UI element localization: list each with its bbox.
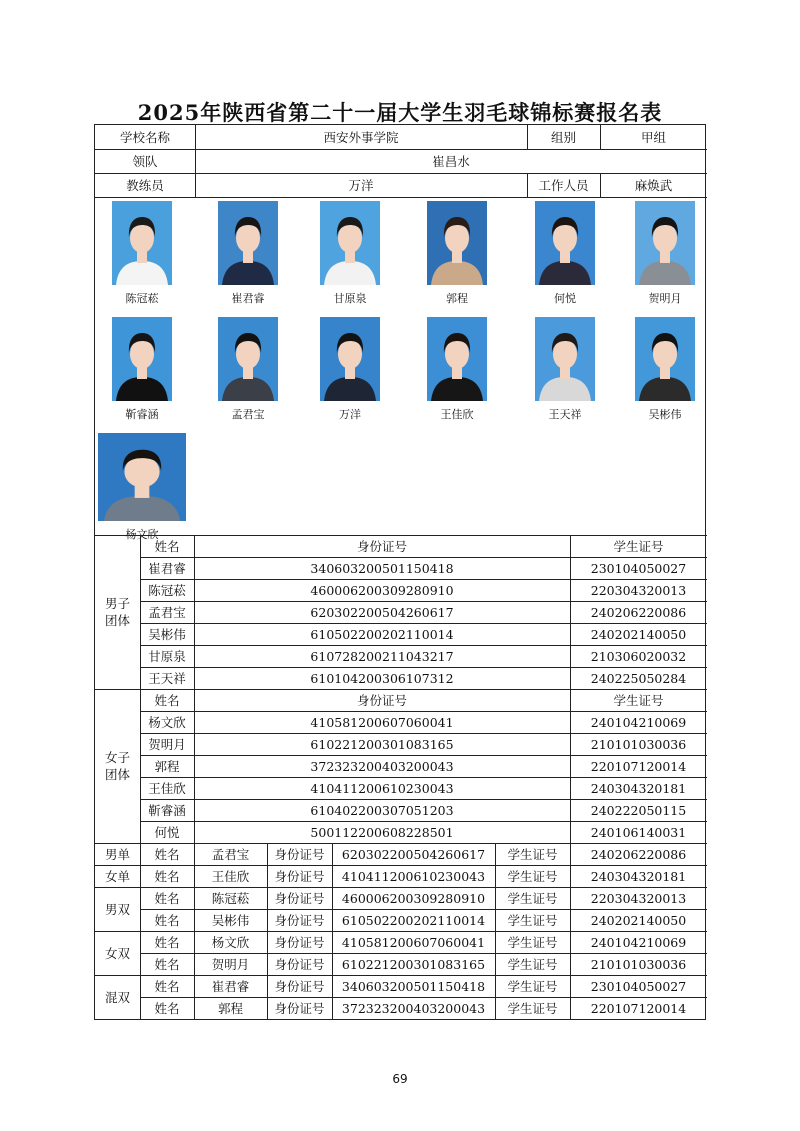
women-team-row-name: 郭程 bbox=[154, 759, 180, 774]
women-team-label-line: 女子 bbox=[104, 750, 130, 765]
event-player-student: 220107120014 bbox=[590, 1000, 687, 1016]
event-player-id: 460006200309280910 bbox=[341, 890, 486, 906]
player-photo-caption: 陈冠菘 bbox=[125, 292, 159, 305]
event-id-label: 身份证号 bbox=[274, 913, 325, 928]
women-team-row-name: 靳睿涵 bbox=[148, 803, 186, 818]
staff-label: 工作人员 bbox=[538, 178, 589, 193]
leader-value: 崔昌水 bbox=[432, 154, 470, 169]
player-photo bbox=[320, 201, 380, 285]
player-photo-caption: 甘原泉 bbox=[333, 292, 367, 305]
event-label: 混双 bbox=[104, 990, 130, 1005]
player-photo-caption: 杨文欣 bbox=[125, 528, 159, 541]
player-photo bbox=[112, 201, 172, 285]
event-player-id: 340603200501150418 bbox=[341, 978, 486, 994]
event-name-label: 姓名 bbox=[154, 891, 180, 906]
event-name-label: 姓名 bbox=[154, 935, 180, 950]
player-photo-caption: 崔君睿 bbox=[231, 292, 265, 305]
women-team-row-student: 240304320181 bbox=[590, 780, 687, 796]
player-photo-caption: 王佳欣 bbox=[440, 408, 474, 421]
page-number: 69 bbox=[392, 1072, 408, 1086]
player-photo-caption: 靳睿涵 bbox=[125, 408, 159, 421]
men-team-label-line: 团体 bbox=[104, 613, 130, 628]
men-team-header-id: 身份证号 bbox=[356, 539, 407, 554]
player-photo-caption: 吴彬伟 bbox=[648, 408, 682, 421]
event-player-student: 230104050027 bbox=[590, 978, 687, 994]
event-student-label: 学生证号 bbox=[507, 891, 558, 906]
page-title: 2025年陕西省第二十一届大学生羽毛球锦标赛报名表 bbox=[137, 100, 663, 125]
women-team-header-name: 姓名 bbox=[154, 693, 180, 708]
event-label: 男双 bbox=[104, 902, 130, 917]
event-id-label: 身份证号 bbox=[274, 979, 325, 994]
men-team-row-name: 孟君宝 bbox=[148, 605, 186, 620]
men-team-row-student: 240225050284 bbox=[590, 670, 687, 686]
event-id-label: 身份证号 bbox=[274, 891, 325, 906]
event-name-label: 姓名 bbox=[154, 913, 180, 928]
men-team-row-student: 240202140050 bbox=[590, 626, 687, 642]
men-team-row-id: 610502200202110014 bbox=[310, 626, 454, 642]
event-player-id: 410411200610230043 bbox=[341, 868, 486, 884]
player-photo-caption: 王天祥 bbox=[548, 408, 582, 421]
registration-form-table bbox=[94, 124, 706, 1020]
player-photo bbox=[535, 317, 595, 401]
women-team-row-student: 240104210069 bbox=[590, 714, 687, 730]
event-player-student: 240206220086 bbox=[590, 846, 687, 862]
women-team-header-student: 学生证号 bbox=[613, 693, 664, 708]
men-team-row-name: 吴彬伟 bbox=[148, 627, 186, 642]
women-team-label bbox=[95, 689, 140, 843]
player-photo bbox=[427, 201, 487, 285]
event-player-id: 610221200301083165 bbox=[341, 956, 486, 972]
event-player-student: 240202140050 bbox=[590, 912, 687, 928]
event-student-label: 学生证号 bbox=[507, 979, 558, 994]
event-label: 男单 bbox=[104, 847, 130, 862]
table-rule-vertical bbox=[600, 125, 601, 149]
player-photo bbox=[112, 317, 172, 401]
event-label: 女双 bbox=[104, 946, 130, 961]
event-id-label: 身份证号 bbox=[274, 847, 325, 862]
coach-value: 万洋 bbox=[348, 178, 374, 193]
player-photo-caption: 何悦 bbox=[554, 292, 576, 305]
event-name-label: 姓名 bbox=[154, 869, 180, 884]
event-player-student: 220304320013 bbox=[590, 890, 687, 906]
men-team-row-name: 甘原泉 bbox=[148, 649, 186, 664]
men-team-row-name: 陈冠菘 bbox=[148, 583, 186, 598]
men-team-header-name: 姓名 bbox=[154, 539, 180, 554]
women-team-row-id: 610221200301083165 bbox=[310, 736, 454, 752]
player-photo bbox=[635, 317, 695, 401]
men-team-label-line: 男子 bbox=[104, 596, 130, 611]
event-player-name: 杨文欣 bbox=[211, 935, 250, 950]
men-team-row-id: 340603200501150418 bbox=[310, 560, 454, 576]
women-team-header-id: 身份证号 bbox=[356, 693, 407, 708]
table-rule-vertical bbox=[195, 125, 196, 197]
event-player-name: 王佳欣 bbox=[211, 869, 250, 884]
player-photo bbox=[218, 317, 278, 401]
player-photo-caption: 郭程 bbox=[446, 292, 468, 305]
event-student-label: 学生证号 bbox=[507, 869, 558, 884]
women-team-label-line: 团体 bbox=[104, 767, 130, 782]
player-photo bbox=[427, 317, 487, 401]
leader-label: 领队 bbox=[132, 154, 158, 169]
event-label: 女单 bbox=[104, 869, 130, 884]
event-id-label: 身份证号 bbox=[274, 957, 325, 972]
men-team-row-name: 王天祥 bbox=[148, 671, 186, 686]
men-team-row-student: 220304320013 bbox=[590, 582, 687, 598]
event-player-student: 240304320181 bbox=[590, 868, 687, 884]
women-team-row-student: 220107120014 bbox=[590, 758, 687, 774]
table-rule-horizontal bbox=[95, 197, 707, 198]
event-player-name: 陈冠菘 bbox=[211, 891, 250, 906]
event-student-label: 学生证号 bbox=[507, 913, 558, 928]
event-player-name: 孟君宝 bbox=[211, 847, 250, 862]
women-team-row-id: 500112200608228501 bbox=[310, 824, 454, 840]
player-photo bbox=[98, 433, 186, 521]
event-name-label: 姓名 bbox=[154, 847, 180, 862]
event-player-id: 610502200202110014 bbox=[341, 912, 486, 928]
women-team-row-name: 何悦 bbox=[154, 825, 180, 840]
event-player-name: 崔君睿 bbox=[211, 979, 250, 994]
player-photo bbox=[218, 201, 278, 285]
group-label: 组别 bbox=[550, 130, 576, 145]
men-team-row-id: 460006200309280910 bbox=[310, 582, 454, 598]
event-player-id: 620302200504260617 bbox=[341, 846, 486, 862]
women-team-row-student: 240106140031 bbox=[590, 824, 687, 840]
event-player-id: 372323200403200043 bbox=[341, 1000, 486, 1016]
player-photo bbox=[320, 317, 380, 401]
women-team-row-student: 240222050115 bbox=[590, 802, 687, 818]
men-team-row-student: 240206220086 bbox=[590, 604, 687, 620]
coach-label: 教练员 bbox=[126, 178, 164, 193]
event-id-label: 身份证号 bbox=[274, 869, 325, 884]
men-team-label bbox=[95, 535, 140, 689]
player-photo-caption: 万洋 bbox=[339, 408, 361, 421]
table-rule-vertical bbox=[527, 173, 528, 197]
event-student-label: 学生证号 bbox=[507, 957, 558, 972]
event-name-label: 姓名 bbox=[154, 979, 180, 994]
men-team-row-student: 210306020032 bbox=[590, 648, 687, 664]
men-team-row-id: 610104200306107312 bbox=[310, 670, 454, 686]
player-photo bbox=[635, 201, 695, 285]
women-team-row-id: 610402200307051203 bbox=[310, 802, 454, 818]
school-name-label: 学校名称 bbox=[119, 130, 170, 145]
women-team-row-student: 210101030036 bbox=[590, 736, 687, 752]
event-student-label: 学生证号 bbox=[507, 847, 558, 862]
event-name-label: 姓名 bbox=[154, 1001, 180, 1016]
women-team-row-id: 410581200607060041 bbox=[310, 714, 454, 730]
men-team-row-id: 620302200504260617 bbox=[310, 604, 454, 620]
event-student-label: 学生证号 bbox=[507, 935, 558, 950]
staff-value: 麻焕武 bbox=[634, 178, 673, 193]
event-player-name: 吴彬伟 bbox=[211, 913, 250, 928]
men-team-row-student: 230104050027 bbox=[590, 560, 687, 576]
men-team-row-name: 崔君睿 bbox=[148, 561, 186, 576]
event-id-label: 身份证号 bbox=[274, 935, 325, 950]
event-player-student: 210101030036 bbox=[590, 956, 687, 972]
player-photo bbox=[535, 201, 595, 285]
event-student-label: 学生证号 bbox=[507, 1001, 558, 1016]
table-rule-vertical bbox=[527, 125, 528, 149]
women-team-row-name: 贺明月 bbox=[148, 737, 186, 752]
men-team-row-id: 610728200211043217 bbox=[310, 648, 454, 664]
player-photo-caption: 孟君宝 bbox=[231, 408, 265, 421]
women-team-row-id: 372323200403200043 bbox=[310, 758, 454, 774]
table-rule-vertical bbox=[600, 173, 601, 197]
men-team-header-student: 学生证号 bbox=[613, 539, 664, 554]
event-id-label: 身份证号 bbox=[274, 1001, 325, 1016]
school-name-value: 西安外事学院 bbox=[323, 130, 399, 145]
player-photo-caption: 贺明月 bbox=[648, 292, 682, 305]
event-name-label: 姓名 bbox=[154, 957, 180, 972]
women-team-row-name: 王佳欣 bbox=[148, 781, 186, 796]
group-value: 甲组 bbox=[640, 130, 666, 145]
event-player-id: 410581200607060041 bbox=[341, 934, 486, 950]
women-team-row-name: 杨文欣 bbox=[148, 715, 186, 730]
women-team-row-id: 410411200610230043 bbox=[310, 780, 454, 796]
event-player-name: 贺明月 bbox=[211, 957, 250, 972]
event-player-name: 郭程 bbox=[217, 1001, 243, 1016]
event-player-student: 240104210069 bbox=[590, 934, 687, 950]
